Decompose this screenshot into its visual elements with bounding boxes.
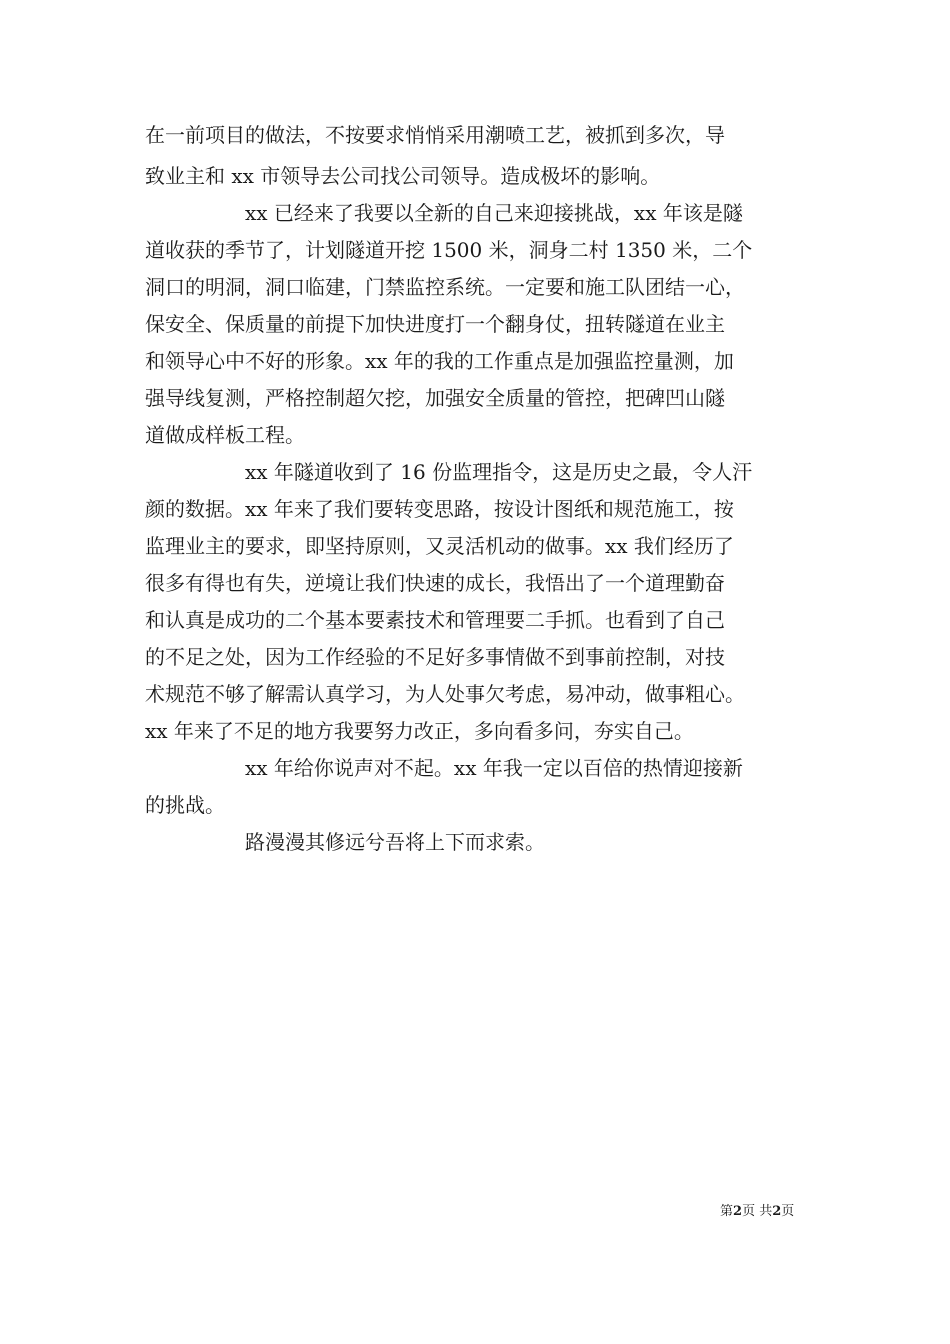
page-footer	[720, 1203, 794, 1221]
text-line: 在一前项目的做法，不按要求悄悄采用潮喷工艺，被抓到多次，导	[145, 123, 725, 147]
text-line: 颜的数据。xx 年来了我们要转变思路，按设计图纸和规范施工，按	[145, 497, 734, 521]
text-line: 路漫漫其修远兮吾将上下而求索。	[245, 830, 545, 854]
text-line: xx 年来了不足的地方我要努力改正，多向看多问，夯实自己。	[145, 719, 694, 743]
text-line: 术规范不够了解需认真学习，为人处事欠考虑，易冲动，做事粗心。	[145, 682, 745, 706]
text-line: xx 已经来了我要以全新的自己来迎接挑战，xx 年该是隧	[245, 201, 743, 225]
footer-suffix: 页	[781, 1204, 795, 1219]
text-line: 的不足之处，因为工作经验的不足好多事情做不到事前控制，对技	[145, 645, 725, 669]
footer-total-pages: 2	[772, 1204, 782, 1219]
text-line: 和领导心中不好的形象。xx 年的我的工作重点是加强监控量测，加	[145, 349, 734, 373]
text-line: 道收获的季节了，计划隧道开挖 1500 米，洞身二村 1350 米，二个	[145, 238, 753, 262]
text-line: 洞口的明洞，洞口临建，门禁监控系统。一定要和施工队团结一心，	[145, 275, 745, 299]
footer-page-number: 2	[733, 1204, 743, 1219]
text-line: 道做成样板工程。	[145, 423, 305, 447]
footer-middle: 页 共	[742, 1204, 773, 1219]
text-line: 保安全、保质量的前提下加快进度打一个翻身仗，扭转隧道在业主	[145, 312, 725, 336]
text-line: 强导线复测，严格控制超欠挖，加强安全质量的管控，把碑凹山隧	[145, 386, 725, 410]
text-line: 监理业主的要求，即坚持原则，又灵活机动的做事。xx 我们经历了	[145, 534, 734, 558]
text-line: 致业主和 xx 市领导去公司找公司领导。造成极坏的影响。	[145, 164, 661, 188]
text-line: 和认真是成功的二个基本要素技术和管理要二手抓。也看到了自己	[145, 608, 725, 632]
text-line: xx 年隧道收到了 16 份监理指令，这是历史之最，令人汗	[245, 460, 753, 484]
text-line: xx 年给你说声对不起。xx 年我一定以百倍的热情迎接新	[245, 756, 743, 780]
footer-prefix: 第	[720, 1204, 734, 1219]
text-line: 的挑战。	[145, 793, 225, 817]
text-line: 很多有得也有失，逆境让我们快速的成长，我悟出了一个道理勤奋	[145, 571, 725, 595]
